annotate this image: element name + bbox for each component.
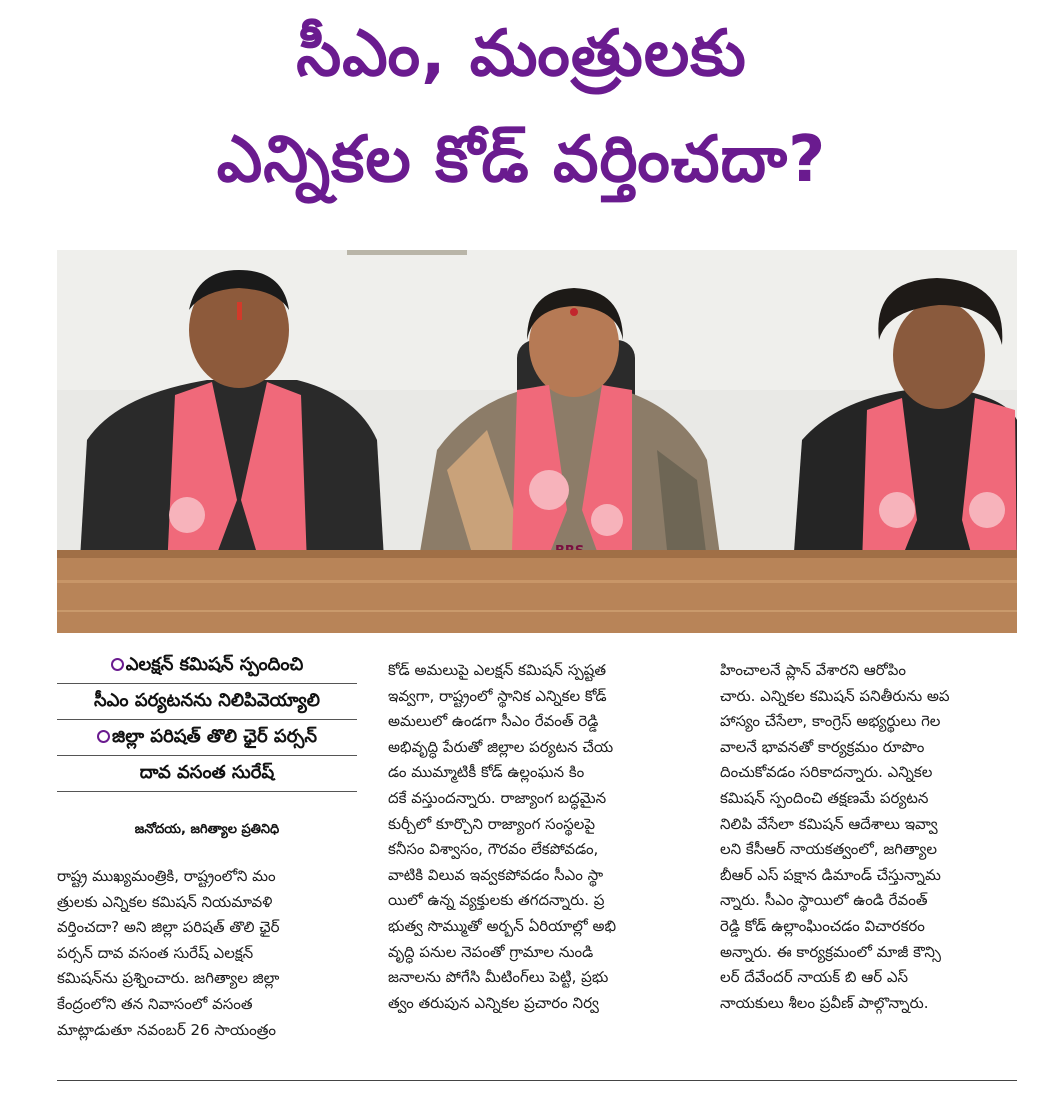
text-line: చారు. ఎన్నికల కమిషన్ పనితీరును అప [720, 686, 950, 705]
text-line: త్వం తరుపున ఎన్నికల ప్రచారం నిర్వ [388, 993, 599, 1012]
text-line: మాట్లాడుతూ నవంబర్ 26 సాయంత్రం [57, 1020, 277, 1039]
article-column-1 [57, 864, 357, 1043]
text-line: రెడ్డి కోడ్ ఉల్లాంఘించడం విచారకరం [720, 916, 925, 935]
deck-line-3: జిల్లా పరిషత్ తొలి ఛైర్ పర్సన్ [57, 720, 357, 756]
text-line: హాస్యం చేసేలా, కాంగ్రెస్ అభ్యర్థులు గెల [720, 712, 941, 731]
text-line: యిలో ఉన్న వ్యక్తులకు తగదన్నారు. ప్ర [388, 891, 605, 910]
text-line: వాలనే భావనతో కార్యక్రమం రూపొం [720, 737, 925, 756]
text-line: భుత్వ సొమ్ముతో అర్బన్ ఏరియాల్లో అభి [388, 916, 617, 935]
text-line: జనాలను పోగేసి మీటింగ్‌లు పెట్టి, ప్రభు [388, 968, 609, 987]
text-line: వాటికి విలువ ఇవ్వకపోవడం సీఎం స్థా [388, 865, 604, 884]
text-line: అన్నారు. ఈ కార్యక్రమంలో మాజీ కౌన్సి [720, 942, 941, 961]
text-line: పర్సన్ దావ వసంత సురేష్ ఎలక్షన్ [57, 943, 254, 962]
byline: జనోదయ, జగిత్యాల ప్రతినిధి [134, 822, 280, 837]
text-line: వర్తించదా? అని జిల్లా పరిషత్ తొలి ఛైర్ [57, 918, 280, 937]
news-photo [57, 250, 1017, 633]
text-line: ఇవ్వగా, రాష్ట్రంలో స్థానిక ఎన్నికల కోడ్ [388, 686, 607, 705]
text-line: కేంద్రంలోని తన నివాసంలో వసంత [57, 994, 253, 1013]
text-line: లని కేసీఆర్ నాయకత్వంలో, జగిత్యాల [720, 840, 937, 859]
text-line: డం ముమ్మాటికీ కోడ్ ఉల్లంఘన కిం [388, 763, 585, 782]
deck-highlights [57, 648, 357, 792]
text-line: కోడ్ అమలుపై ఎలక్షన్ కమిషన్ స్పష్టత [388, 661, 607, 679]
text-line: దించుకోవడం సరికాదన్నారు. ఎన్నికల [720, 763, 933, 782]
article-column-2 [388, 658, 688, 1016]
deck-line-4: దావ వసంత సురేష్ [57, 756, 357, 792]
text-line: కమిషన్ స్పందించి తక్షణమే పర్యటన [720, 788, 929, 807]
text-line: అభివృద్ధి పేరుతో జిల్లాల పర్యటన చేయ [388, 737, 614, 756]
deck-line-1: ఎలక్షన్ కమిషన్ స్పందించి [57, 648, 357, 684]
text-line: దకే వస్తుందన్నారు. రాజ్యాంగ బద్ధమైన [388, 788, 607, 807]
text-line: త్రులకు ఎన్నికల కమిషన్ నియమావళి [57, 892, 273, 911]
text-line: కనీసం విశ్వాసం, గౌరవం లేకపోవడం, [388, 840, 599, 859]
headline-line-2: ఎన్నికల కోడ్ వర్తించదా? [216, 123, 827, 197]
bottom-rule [57, 1080, 1017, 1081]
text-line: కుర్చీలో కూర్చొని రాజ్యాంగ సంస్థలపై [388, 814, 596, 833]
text-line: రాష్ట్ర ముఖ్యమంత్రికి, రాష్ట్రంలోని మం [57, 867, 276, 885]
text-line: హించాలనే ప్లాన్ వేశారని ఆరోపిం [720, 661, 907, 679]
circle-bullet-icon [111, 658, 124, 671]
text-line: నాయకులు శీలం ప్రవీణ్ పాల్గొన్నారు. [720, 993, 929, 1012]
headline-line-1: సీఎం, మంత్రులకు [296, 17, 747, 91]
text-line: న్నారు. సీఎం స్థాయిలో ఉండి రేవంత్ [720, 891, 928, 910]
text-line: లర్ దేవేందర్ నాయక్ బి ఆర్ ఎస్ [720, 968, 909, 987]
text-line: వృద్ధి పనుల నెపంతో గ్రామాల నుండి [388, 942, 594, 961]
text-line: నిలిపి వేసేలా కమిషన్ ఆదేశాలు ఇవ్వా [720, 814, 938, 833]
deck-line-2: సీఎం పర్యటనను నిలిపివెయ్యాలి [57, 684, 357, 720]
text-line: అమలులో ఉండగా సీఎం రేవంత్ రెడ్డి [388, 712, 599, 731]
text-line: బీఆర్ ఎస్ పక్షాన డిమాండ్ చేస్తున్నామ [720, 865, 941, 884]
text-line: కమిషన్‌ను ప్రశ్నించారు. జగిత్యాల జిల్లా [57, 969, 280, 988]
circle-bullet-icon [97, 730, 110, 743]
article-column-3 [720, 658, 1020, 1016]
